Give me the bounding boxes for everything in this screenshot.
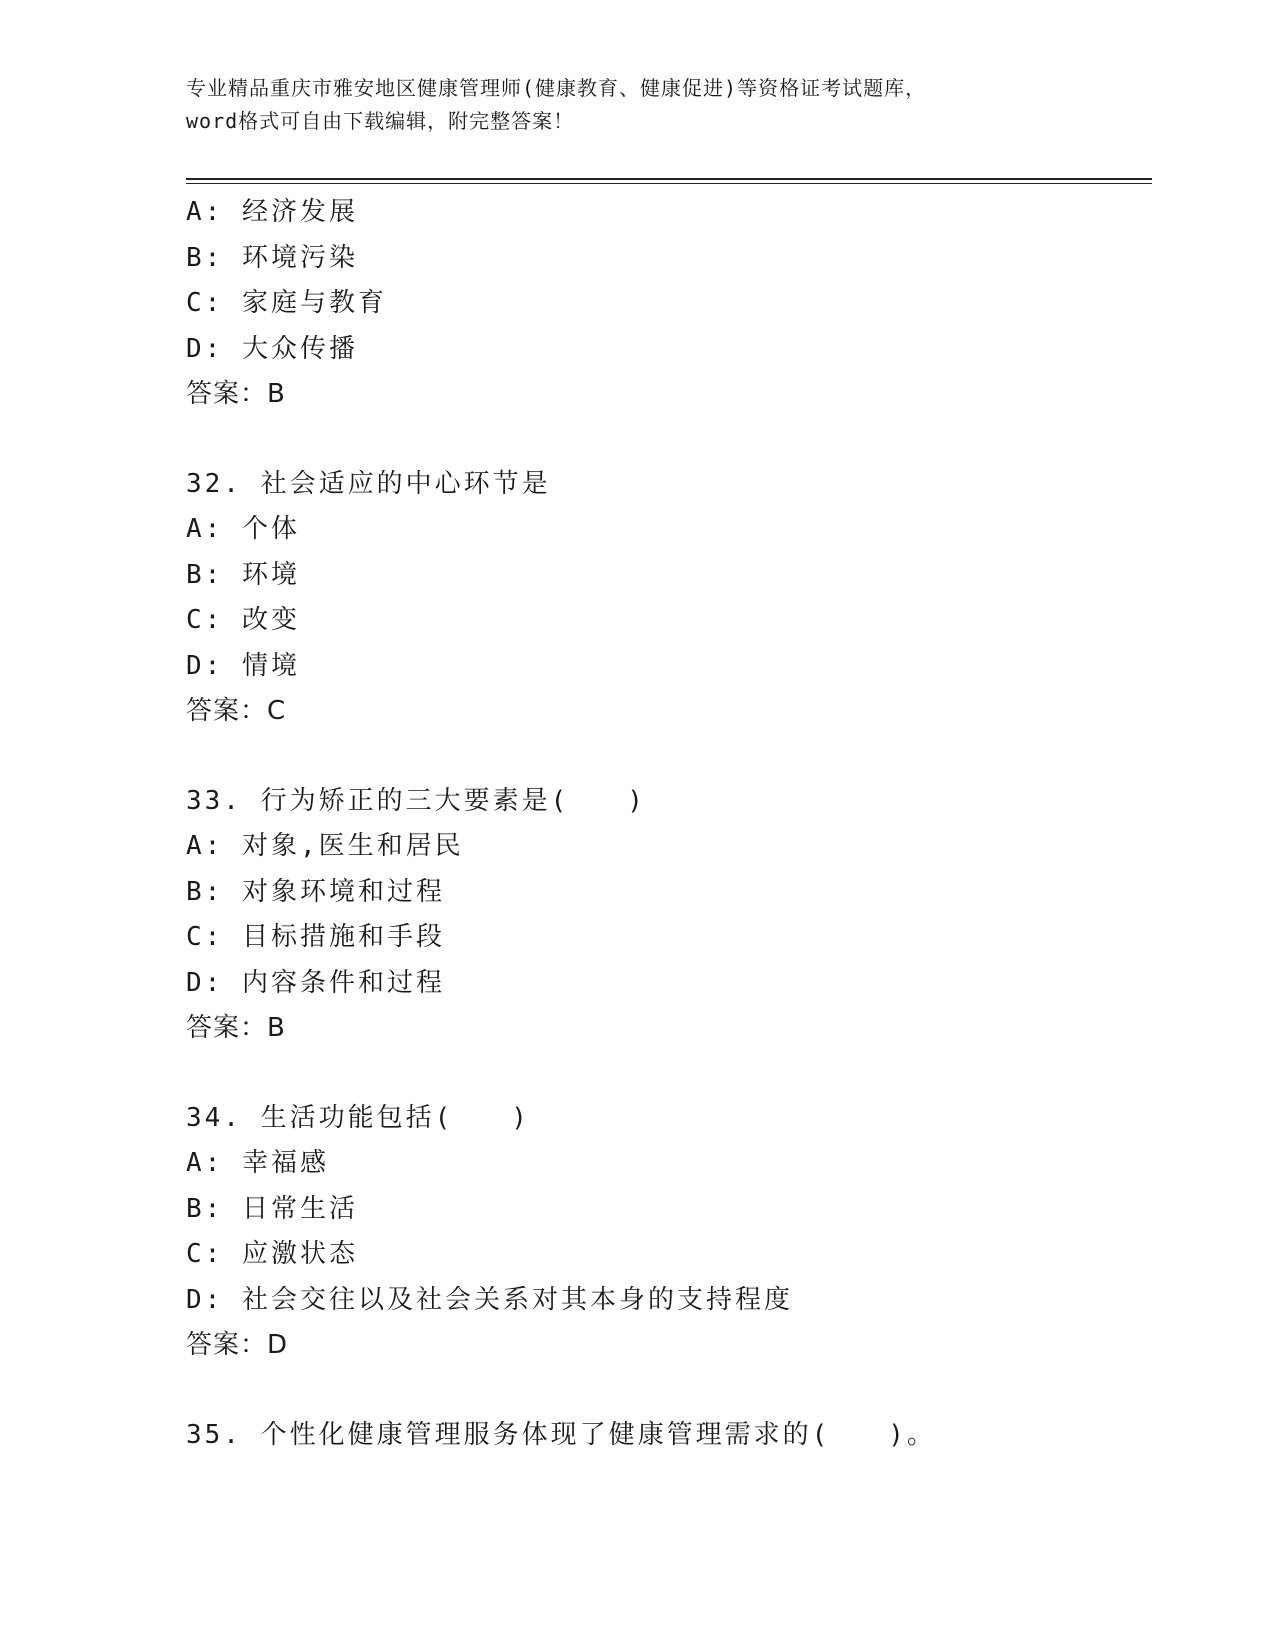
option-a: A: 个体 [186,514,300,544]
document-header [186,72,1086,138]
option-a: A: 幸福感 [186,1148,329,1178]
answer: 答案：B [186,1013,286,1043]
question-stem: 34. 生活功能包括( ) [186,1102,530,1133]
option-d: D: 情境 [186,650,300,681]
header-divider [186,178,1152,184]
option-c: C: 家庭与教育 [186,288,387,318]
answer: 答案：D [186,1330,289,1360]
option-c: C: 改变 [186,605,300,635]
option-a: A: 经济发展 [186,197,358,227]
option-b: B: 环境 [186,559,300,590]
question-stem: 33. 行为矫正的三大要素是( ) [186,785,646,816]
question-31-continued [186,190,1146,418]
option-b: B: 对象环境和过程 [186,876,445,907]
header-line-1: 专业精品重庆市雅安地区健康管理师(健康教育、健康促进)等资格证考试题库， [186,76,927,100]
question-33 [186,779,1146,1052]
answer: 答案：B [186,379,286,409]
question-list [186,190,1146,1458]
option-d: D: 内容条件和过程 [186,967,445,998]
option-d: D: 社会交往以及社会关系对其本身的支持程度 [186,1284,793,1315]
question-stem: 32. 社会适应的中心环节是 [186,468,551,499]
option-b: B: 环境污染 [186,242,358,273]
option-c: C: 目标措施和手段 [186,922,445,952]
option-d: D: 大众传播 [186,333,358,364]
question-34 [186,1096,1146,1369]
header-line-2: word格式可自由下载编辑，附完整答案！ [186,109,575,133]
answer: 答案：C [186,696,287,726]
question-32 [186,462,1146,735]
option-a: A: 对象,医生和居民 [186,831,464,861]
option-c: C: 应激状态 [186,1239,358,1269]
question-35 [186,1413,1146,1459]
option-b: B: 日常生活 [186,1193,358,1224]
question-stem: 35. 个性化健康管理服务体现了健康管理需求的( )。 [186,1419,936,1450]
